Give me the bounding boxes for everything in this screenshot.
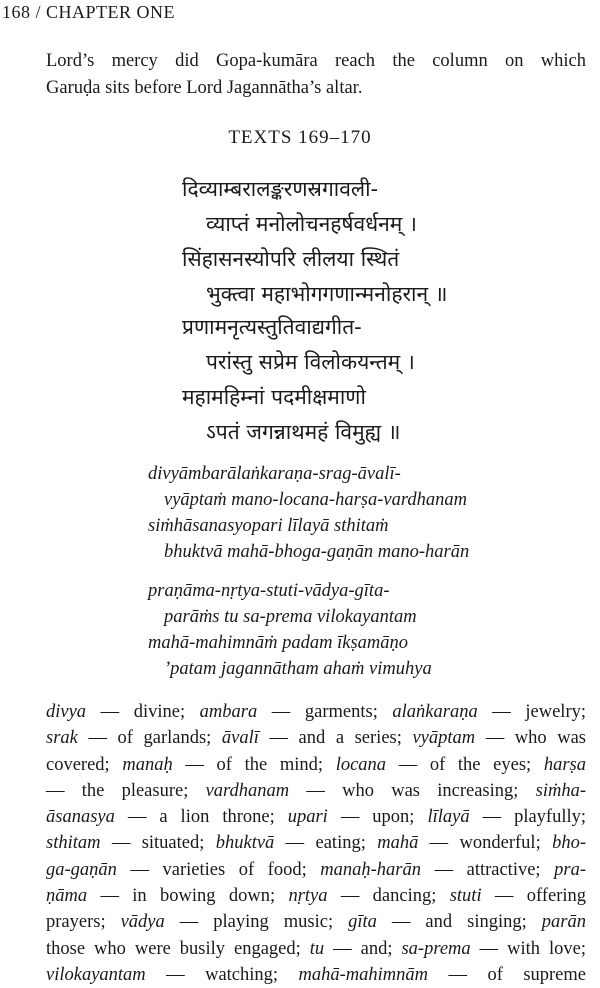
running-head: 168 / CHAPTER ONE bbox=[2, 2, 176, 22]
gloss: — and singing; bbox=[376, 912, 542, 933]
gloss: — watching; bbox=[145, 964, 299, 985]
gloss: — with love; bbox=[470, 938, 586, 959]
sanskrit-term: nṛtya bbox=[288, 886, 328, 907]
gloss: — and a series; bbox=[258, 728, 413, 749]
gloss: — of the mind; bbox=[172, 754, 336, 775]
transliteration-line: siṁhāsanasyopari līlayā sthitaṁ bbox=[148, 516, 389, 536]
gloss: prayers; bbox=[46, 912, 121, 933]
gloss: — upon; bbox=[327, 807, 428, 828]
sanskrit-term: āsanasya bbox=[46, 807, 115, 828]
intro-paragraph bbox=[46, 48, 586, 102]
sanskrit-term: vādya bbox=[120, 912, 165, 933]
glossary-line bbox=[46, 936, 586, 962]
transliteration-verse-1 bbox=[148, 461, 469, 565]
sanskrit-term: locana bbox=[335, 754, 387, 775]
gloss: — eating; bbox=[274, 833, 378, 854]
sanskrit-line: व्याप्तं मनोलोचनहर्षवर्धनम् । bbox=[206, 212, 417, 236]
gloss: — jewelry; bbox=[477, 702, 586, 722]
sanskrit-term: bhuktvā bbox=[215, 833, 275, 854]
sanskrit-line: महामहिम्नां पदमीक्षमाणो bbox=[182, 385, 366, 409]
intro-line: Lord’s mercy did Gopa-kumāra reach the column on which bbox=[46, 51, 586, 71]
sanskrit-term: ambara bbox=[199, 702, 258, 722]
sanskrit-term: alaṅkaraṇa bbox=[392, 702, 478, 722]
glossary-line bbox=[46, 699, 586, 725]
sanskrit-term: bho- bbox=[552, 833, 586, 854]
gloss: — who was bbox=[475, 728, 586, 749]
glossary-line bbox=[46, 909, 586, 935]
gloss: — in bowing down; bbox=[87, 886, 289, 907]
sanskrit-term: ṇāma bbox=[46, 886, 88, 907]
gloss: — playfully; bbox=[469, 807, 587, 828]
sanskrit-term: manaḥ-harān bbox=[320, 859, 422, 880]
glossary-line bbox=[46, 962, 586, 988]
sanskrit-line: प्रणामनृत्यस्तुतिवाद्यगीत- bbox=[182, 315, 362, 339]
sanskrit-term: sa-prema bbox=[401, 938, 471, 959]
sanskrit-term: sthitam bbox=[46, 833, 101, 854]
transliteration-line: mahā-mahimnāṁ padam īkṣamāṇo bbox=[148, 633, 409, 653]
glossary-line bbox=[46, 883, 586, 909]
sanskrit-term: siṁha- bbox=[535, 780, 587, 801]
gloss: — varieties of food; bbox=[116, 859, 321, 880]
gloss: covered; bbox=[46, 754, 123, 775]
glossary-line bbox=[46, 804, 586, 830]
transliteration-verse-2 bbox=[148, 578, 432, 682]
sanskrit-term: gīta bbox=[348, 912, 377, 933]
section-title: TEXTS 169–170 bbox=[228, 127, 372, 148]
transliteration-line: bhuktvā mahā-bhoga-gaṇān mano-harān bbox=[164, 542, 470, 562]
gloss: — of garlands; bbox=[77, 728, 222, 749]
sanskrit-term: līlayā bbox=[427, 807, 470, 828]
glossary-line bbox=[46, 778, 586, 804]
glossary-line bbox=[46, 857, 586, 883]
gloss: — attractive; bbox=[421, 859, 555, 880]
sanskrit-term: ga-gaṇān bbox=[46, 859, 117, 880]
sanskrit-term: vardhanam bbox=[205, 780, 290, 801]
transliteration-line: divyāmbarālaṅkaraṇa-srag-āvalī- bbox=[148, 464, 401, 484]
glossary-line bbox=[46, 725, 586, 751]
gloss: — a lion throne; bbox=[114, 807, 288, 828]
gloss: — divine; bbox=[86, 702, 200, 722]
sanskrit-term: manaḥ bbox=[122, 754, 173, 775]
gloss: — dancing; bbox=[327, 886, 450, 907]
sanskrit-line: ऽपतं जगन्नाथमहं विमुह्य ॥ bbox=[206, 420, 401, 444]
sanskrit-term: harṣa bbox=[543, 754, 587, 775]
intro-line: Garuḍa sits before Lord Jagannātha’s altar. bbox=[46, 78, 363, 98]
sanskrit-line: परांस्तु सप्रेम विलोकयन्तम् । bbox=[206, 350, 415, 374]
sanskrit-verse-1 bbox=[182, 172, 447, 312]
gloss: — situated; bbox=[100, 833, 216, 854]
glossary-line bbox=[46, 830, 586, 856]
sanskrit-term: srak bbox=[46, 728, 78, 749]
gloss: — garments; bbox=[257, 702, 393, 722]
sanskrit-term: pra- bbox=[554, 859, 586, 880]
sanskrit-line: दिव्याम्बरालङ्करणस्रगावली- bbox=[182, 177, 379, 201]
sanskrit-term: mahā bbox=[377, 833, 419, 854]
gloss: — who was increasing; bbox=[289, 780, 536, 801]
sanskrit-term: upari bbox=[287, 807, 328, 828]
gloss: — the pleasure; bbox=[46, 780, 206, 801]
sanskrit-line: भुक्त्वा महाभोगगणान्मनोहरान् ॥ bbox=[206, 282, 448, 306]
gloss: those who were busily engaged; bbox=[46, 938, 310, 959]
sanskrit-term: stuti bbox=[449, 886, 482, 907]
word-glossary bbox=[46, 699, 586, 988]
glossary-line bbox=[46, 752, 586, 778]
sanskrit-term: vyāptam bbox=[412, 728, 476, 749]
gloss: — wonderful; bbox=[418, 833, 553, 854]
sanskrit-term: divya bbox=[46, 702, 87, 722]
sanskrit-term: mahā-mahimnām bbox=[298, 964, 429, 985]
transliteration-line: praṇāma-nṛtya-stuti-vādya-gīta- bbox=[148, 581, 390, 601]
gloss: — playing music; bbox=[164, 912, 349, 933]
gloss: — of the eyes; bbox=[386, 754, 544, 775]
sanskrit-term: vilokayantam bbox=[46, 964, 146, 985]
sanskrit-term: tu bbox=[309, 938, 325, 959]
gloss: — and; bbox=[324, 938, 402, 959]
transliteration-line: parāṁs tu sa-prema vilokayantam bbox=[164, 607, 417, 627]
gloss: — offering bbox=[481, 886, 587, 907]
transliteration-line: vyāptaṁ mano-locana-harṣa-vardhanam bbox=[164, 490, 467, 510]
sanskrit-verse-2 bbox=[182, 310, 415, 450]
sanskrit-term: parān bbox=[541, 912, 586, 933]
sanskrit-term: āvalī bbox=[221, 728, 259, 749]
transliteration-line: ’patam jagannātham ahaṁ vimuhya bbox=[164, 659, 432, 679]
gloss: — of supreme bbox=[428, 964, 586, 985]
sanskrit-line: सिंहासनस्योपरि लीलया स्थितं bbox=[182, 247, 400, 271]
